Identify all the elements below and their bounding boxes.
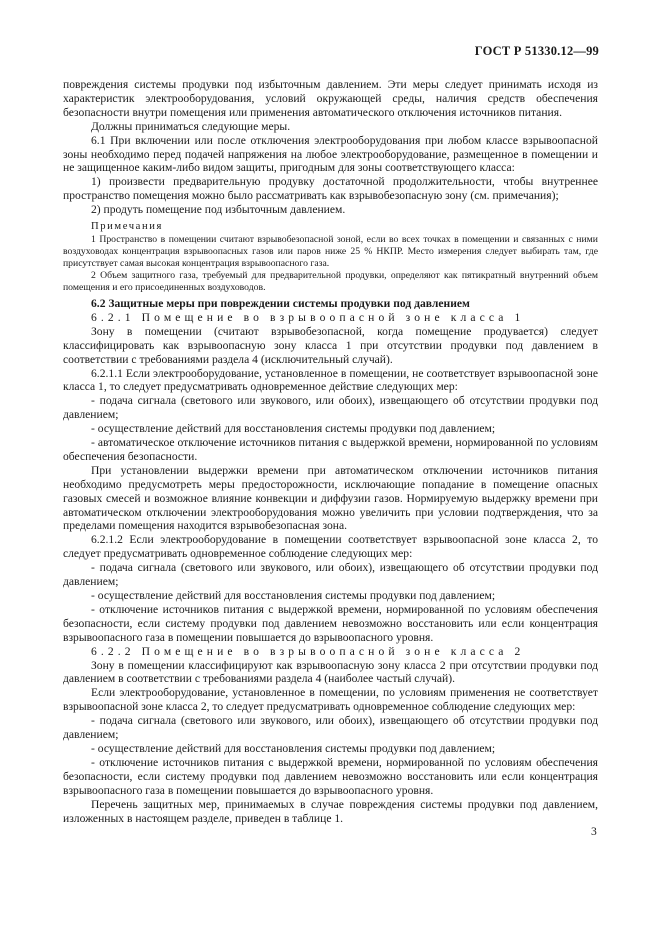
list-item: - отключение источников питания с выдержкой времени, нормированной по условиям обеспечения безопасности, если систему продувки под давлением невозможно восстановить или если концентрация взрывоопасного газа в помещении повышается до взрывоопасного уровня. <box>63 602 598 644</box>
note-item: 2 Объем защитного газа, требуемый для предварительной продувки, определяют как пятикратный внутренний объем помещения и его присоединенных воздуховодов. <box>63 269 598 293</box>
clause-6-2-1-1: 6.2.1.1 Если электрооборудование, установленное в помещении, не соответствует взрывоопасной зоне класса 1, то следует предусматривать одновременное действие следующих мер: <box>63 366 598 394</box>
paragraph: При установлении выдержки времени при автоматическом отключении источников питания необходимо предусмотреть меры предосторожности, исключающие попадание в помещение опасных газовых смесей и возможное влияние конвекции и диффузии газов. Нормируемую выдержку времени при автоматическом отключении электрооборудования можно увеличить при условии подтверждения, что за пределами помещения находится взрывобезопасная зона. <box>63 463 598 533</box>
list-item: - подача сигнала (светового или звукового, или обоих), извещающего об отсутствии продувки под давлением; <box>63 394 598 422</box>
paragraph: Зону в помещении классифицируют как взрывоопасную зону класса 2 при отсутствии продувки под давлением в соответствии с требованиями раздела 4 (наиболее частый случай). <box>63 658 598 686</box>
note-item: 1 Пространство в помещении считают взрывобезопасной зоной, если во всех точках в помещении и связанных с ними воздуховодах концентрация взрывоопасных газов или паров ниже 25 % НКПР. Место измерения следует выбирать там, где присутствует самая высокая концентрация взрывоопасного газа. <box>63 233 598 269</box>
document-body <box>63 78 598 825</box>
list-item: - подача сигнала (светового или звукового, или обоих), извещающего об отсутствии продувки под давлением; <box>63 714 598 742</box>
clause-6-2-1-2: 6.2.1.2 Если электрооборудование в помещении соответствует взрывоопасной зоне класса 2, то следует предусматривать одновременное соблюдение следующих мер: <box>63 533 598 561</box>
list-item: - подача сигнала (светового или звукового, или обоих), извещающего об отсутствии продувки под давлением; <box>63 561 598 589</box>
paragraph: Перечень защитных мер, принимаемых в случае повреждения системы продувки под давлением, изложенных в настоящем разделе, приведен в таблице 1. <box>63 797 598 825</box>
page-number: 3 <box>591 825 597 838</box>
list-item: 1) произвести предварительную продувку достаточной продолжительности, чтобы внутреннее пространство помещения можно было рассматривать как взрывобезопасную зону (см. примечания); <box>63 175 598 203</box>
list-item: - осуществление действий для восстановления системы продувки под давлением; <box>91 741 496 755</box>
clause-6-1: 6.1 При включении или после отключения электрооборудования при любом классе взрывоопасной зоны необходимо перед подачей напряжения на любое электрооборудование, размещенное в помещении и не защищенное каким-либо видом защиты, пригодным для зоны соответствующего класса: <box>63 133 598 175</box>
paragraph: Если электрооборудование, установленное в помещении, по условиям применения не соответствует взрывоопасной зоне класса 2, то следует предусматривать одновременное соблюдение следующих мер: <box>63 686 598 714</box>
subsection-heading-6-2-1: 6.2.1 Помещение во взрывоопасной зоне класса 1 <box>91 310 525 324</box>
list-item: - автоматическое отключение источников питания с выдержкой времени, нормированной по условиям обеспечения безопасности. <box>63 436 598 463</box>
paragraph: повреждения системы продувки под избыточным давлением. Эти меры следует принимать исходя из характеристик электрооборудования, условий окружающей среды, наличия средств обеспечения безопасности внутри помещения или применения автоматического отключения источников питания. <box>63 78 598 119</box>
paragraph: Зону в помещении (считают взрывобезопасной, когда помещение продувается) следует классифицировать как взрывоопасную зону класса 1 при отсутствии продувки под давлением в соответствии с требованиями раздела 4 (исключительный случай). <box>63 324 598 366</box>
list-item: - осуществление действий для восстановления системы продувки под давлением; <box>91 589 496 602</box>
subsection-heading-6-2-2: 6.2.2 Помещение во взрывоопасной зоне класса 2 <box>91 644 525 658</box>
document-header: ГОСТ Р 51330.12—99 <box>474 44 599 58</box>
list-item: 2) продуть помещение под избыточным давлением. <box>91 203 346 217</box>
section-heading-6-2: 6.2 Защитные меры при повреждении системы продувки под давлением <box>91 296 470 310</box>
paragraph: Должны приниматься следующие меры. <box>91 119 291 133</box>
notes-heading: Примечания <box>91 221 163 233</box>
list-item: - отключение источников питания с выдержкой времени, нормированной по условиям обеспечения безопасности, если систему продувки под давлением невозможно восстановить или если концентрация взрывоопасного газа в помещении повышается до взрывоопасного уровня. <box>63 755 598 797</box>
list-item: - осуществление действий для восстановления системы продувки под давлением; <box>91 422 496 436</box>
